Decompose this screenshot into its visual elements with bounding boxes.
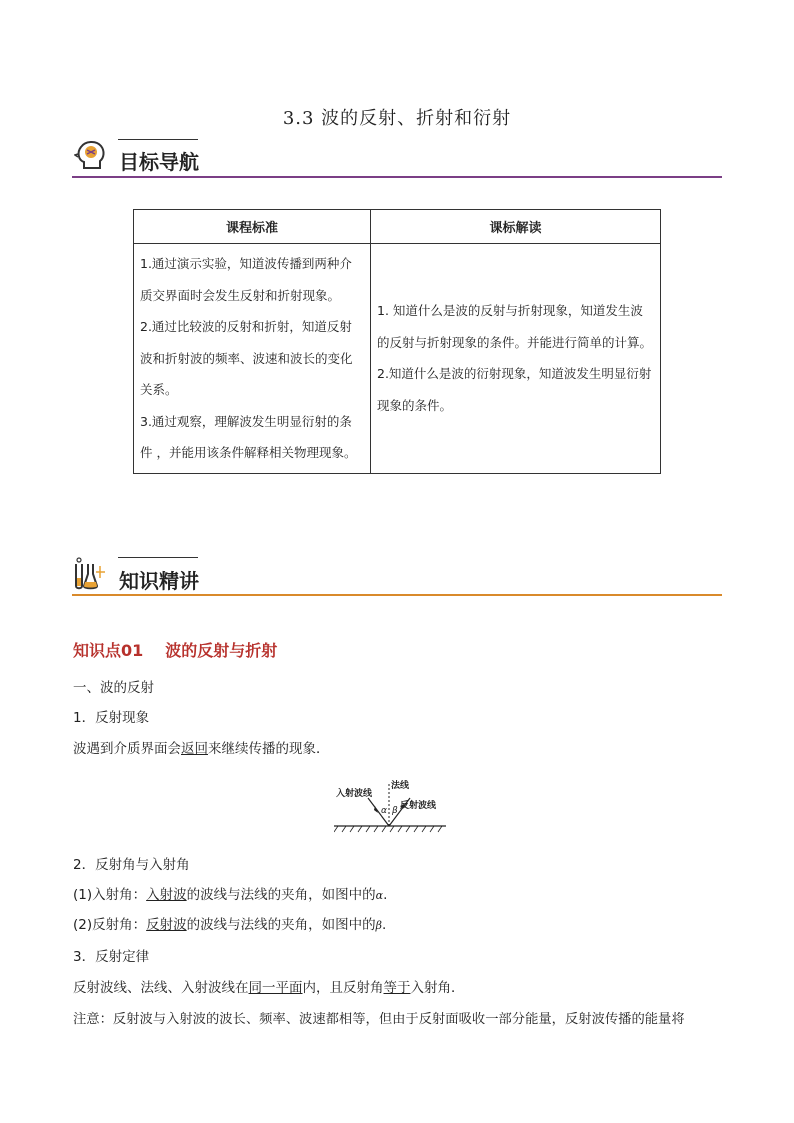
incident-angle-definition: (1)入射角：入射波的波线与法线的夹角，如图中的α. <box>73 887 388 903</box>
reflected-ray-label: 反射波线 <box>400 801 437 811</box>
reflection-angle-definition: (2)反射角：反射波的波线与法线的夹角，如图中的β. <box>73 917 387 933</box>
standard-item-2: 2.通过比较波的反射和折射，知道反射波和折射波的频率、波速和波长的变化关系。 <box>140 319 353 397</box>
goal-section-rule <box>72 176 722 178</box>
knowledge-point-number: 知识点01 <box>73 641 144 660</box>
goal-section-title: 目标导航 <box>119 150 199 174</box>
knowledge-section-rule <box>72 594 722 596</box>
goal-title-overline <box>118 139 198 140</box>
reflection-definition: 波遇到介质界面会返回来继续传播的现象． <box>73 741 330 757</box>
knowledge-section-title: 知识精讲 <box>119 569 199 593</box>
reflection-diagram <box>334 780 460 836</box>
flask-lab-icon <box>72 556 108 592</box>
interface-hatching <box>334 826 442 832</box>
page-title: 3.3 波的反射、折射和衍射 <box>282 108 512 129</box>
goal-section-header <box>72 134 722 180</box>
reflection-note: 注意：反射波与入射波的波长、频率、波速都相等，但由于反射面吸收一部分能量，反射波传播的能量将 <box>73 1012 685 1027</box>
curriculum-standards-table <box>133 209 661 474</box>
knowledge-point-heading <box>73 638 277 661</box>
subheading-angles: 2．反射角与入射角 <box>73 857 190 873</box>
reflection-law-text: 反射波线、法线、入射波线在同一平面内，且反射角等于入射角． <box>73 980 465 996</box>
incident-ray-label: 入射波线 <box>336 789 373 799</box>
table-row <box>134 244 661 474</box>
underlined-term: 入射波 <box>146 887 187 903</box>
knowledge-title-overline <box>118 557 198 558</box>
knowledge-point-title: 波的反射与折射 <box>165 641 278 660</box>
standards-cell <box>134 244 371 474</box>
subheading-reflection-law: 3．反射定律 <box>73 949 150 965</box>
interpretation-item-1: 1. 知道什么是波的反射与折射现象，知道发生波的反射与折射现象的条件。并能进行简单的计算。 <box>377 303 653 350</box>
beta-symbol: β <box>375 919 382 932</box>
interpretation-item-2: 2.知道什么是波的衍射现象，知道波发生明显衍射现象的条件。 <box>377 366 652 413</box>
underlined-term: 反射波 <box>146 917 187 933</box>
underlined-term: 同一平面 <box>248 980 303 996</box>
subheading-reflection-phenomenon: 1．反射现象 <box>73 710 150 726</box>
underlined-term: 返回 <box>181 741 208 757</box>
underlined-term: 等于 <box>383 980 411 996</box>
standard-item-3: 3.通过观察，理解波发生明显衍射的条件 ，并能用该条件解释相关物理现象。 <box>140 413 357 460</box>
table-header-row <box>134 210 661 244</box>
standard-item-1: 1.通过演示实验，知道波传播到两种介质交界面时会发生反射和折射现象。 <box>140 256 352 303</box>
alpha-symbol: α <box>375 889 384 902</box>
table-header-interpretation: 课标解读 <box>371 210 661 244</box>
beta-symbol: β <box>392 806 398 816</box>
heading-wave-reflection: 一、波的反射 <box>73 680 154 696</box>
alpha-symbol: α <box>381 806 387 816</box>
brain-head-icon <box>74 138 110 174</box>
knowledge-section-header <box>72 552 722 598</box>
interpretation-cell <box>371 244 661 474</box>
table-header-standard: 课程标准 <box>134 210 371 244</box>
normal-label: 法线 <box>391 781 410 791</box>
